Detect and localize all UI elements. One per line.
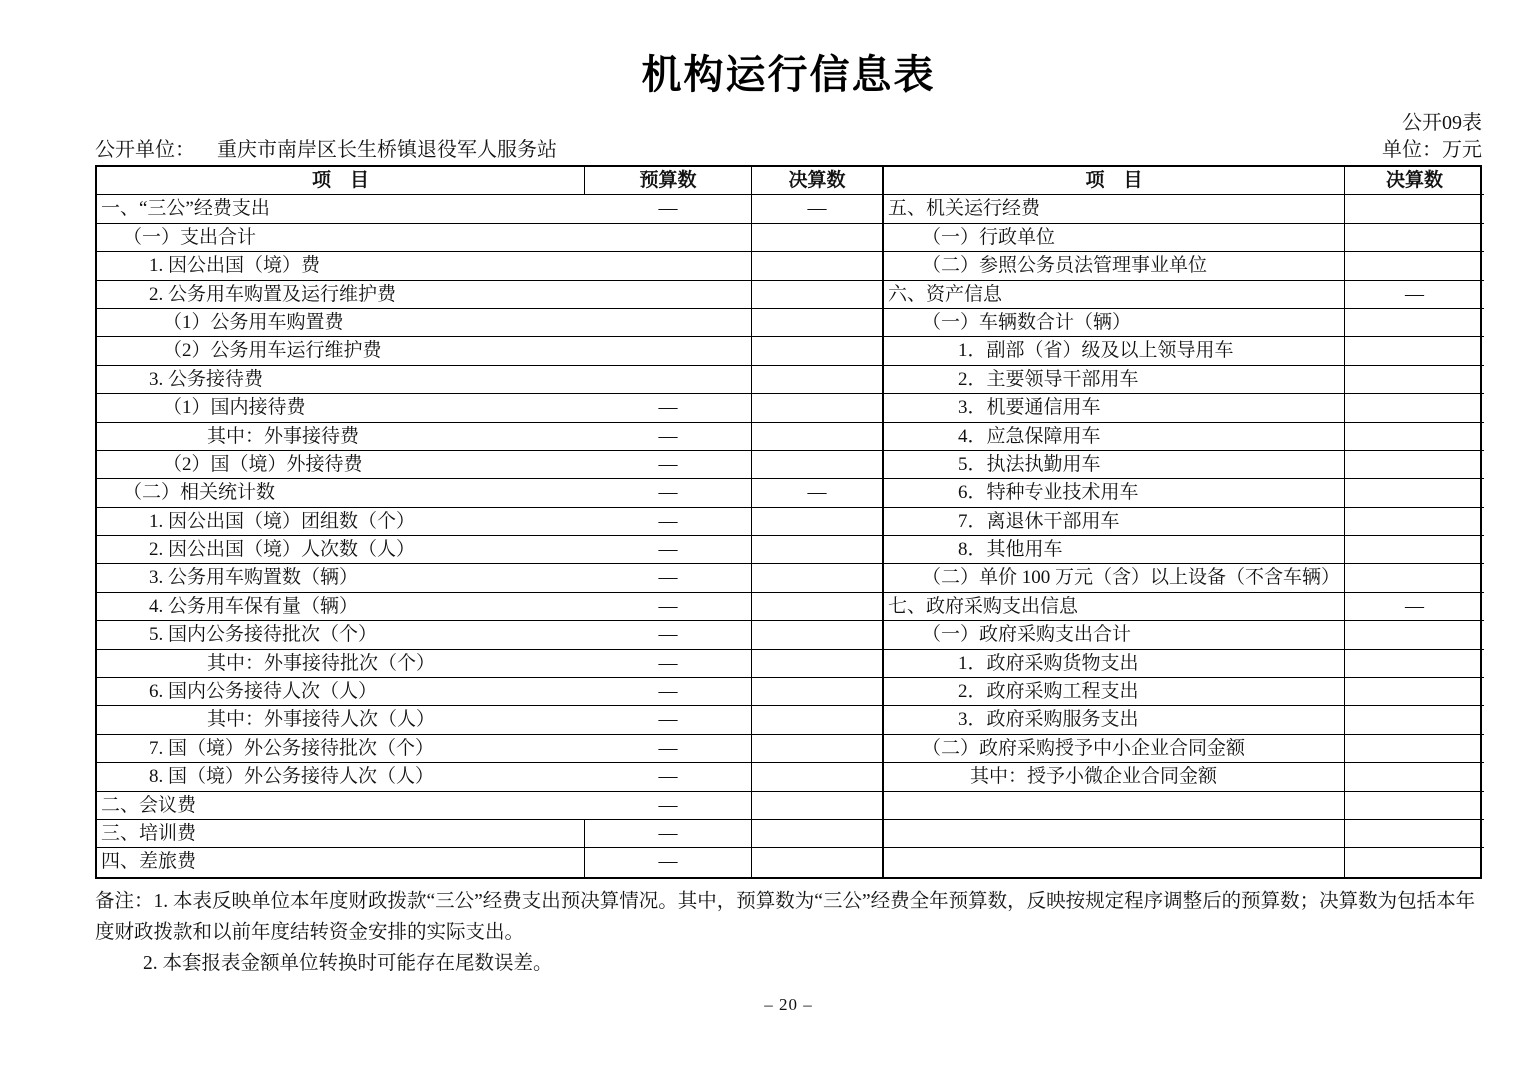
right-item-label: （二）单价 100 万元（含）以上设备（不含车辆） [884,564,1345,592]
left-item-label: 5. 国内公务接待批次（个） [97,621,585,649]
left-item-label: 一、“三公”经费支出 [97,195,585,223]
left-final-value: — [752,479,884,507]
left-item-header: 项 目 [97,167,585,195]
meta-row [95,137,1482,164]
right-item-label: 5．执法执勤用车 [884,451,1345,479]
right-final-value [1345,423,1484,451]
left-budget-value [585,309,752,337]
right-item-label: 3．机要通信用车 [884,394,1345,422]
right-final-value [1345,792,1484,820]
document-page [95,0,1482,1015]
left-final-value [752,763,884,791]
left-budget-value: — [585,508,752,536]
left-budget-value [585,224,752,252]
left-budget-value: — [585,195,752,223]
right-item-header: 项 目 [884,167,1345,195]
disclosing-unit-label: 公开单位： [95,139,195,161]
left-final-value [752,621,884,649]
left-budget-value: — [585,706,752,734]
left-final-value [752,394,884,422]
right-final-value [1345,479,1484,507]
right-item-label: （二）政府采购授予中小企业合同金额 [884,735,1345,763]
left-item-label: 三、培训费 [97,820,585,848]
left-final-value [752,337,884,365]
left-budget-value: — [585,451,752,479]
left-budget-value: — [585,735,752,763]
left-item-label: （1）公务用车购置费 [97,309,585,337]
left-budget-value: — [585,848,752,876]
right-final-value [1345,309,1484,337]
right-item-label [884,792,1345,820]
right-final-value [1345,451,1484,479]
disclosing-unit [95,137,557,164]
left-budget-value: — [585,678,752,706]
right-item-label: （二）参照公务员法管理事业单位 [884,252,1345,280]
right-final-value: — [1345,281,1484,309]
note-line: 度财政拨款和以前年度结转资金安排的实际支出。 [95,921,525,943]
right-item-label: （一）车辆数合计（辆） [884,309,1345,337]
right-item-label: 五、机关运行经费 [884,195,1345,223]
right-item-label: （一）政府采购支出合计 [884,621,1345,649]
right-item-label: 6．特种专业技术用车 [884,479,1345,507]
note-line: 2. 本套报表金额单位转换时可能存在尾数误差。 [143,952,553,974]
right-item-label: 其中：授予小微企业合同金额 [884,763,1345,791]
left-final-value [752,848,884,876]
left-final-value [752,650,884,678]
note-line: 备注：1. 本表反映单位本年度财政拨款“三公”经费支出预决算情况。其中，预算数为“三公”经费全年预算数，反映按规定程序调整后的预算数；决算数为包括本年 [95,890,1476,912]
right-final-value [1345,508,1484,536]
left-item-label: （2）公务用车运行维护费 [97,337,585,365]
right-final-header: 决算数 [1345,167,1484,195]
form-code: 公开09表 [1402,112,1482,134]
left-item-label: 2. 因公出国（境）人次数（人） [97,536,585,564]
right-item-label [884,820,1345,848]
left-budget-value: — [585,479,752,507]
right-item-label: 4．应急保障用车 [884,423,1345,451]
left-item-label: 2. 公务用车购置及运行维护费 [97,281,585,309]
left-budget-value: — [585,621,752,649]
left-final-value [752,706,884,734]
right-final-value [1345,848,1484,876]
left-final-value [752,281,884,309]
right-final-value [1345,195,1484,223]
left-budget-value: — [585,820,752,848]
left-item-label: 其中：外事接待人次（人） [97,706,585,734]
left-budget-value: — [585,394,752,422]
left-item-label: 7. 国（境）外公务接待批次（个） [97,735,585,763]
right-final-value [1345,366,1484,394]
left-item-label: 四、差旅费 [97,848,585,876]
left-item-label: （一）支出合计 [97,224,585,252]
left-budget-value [585,337,752,365]
right-final-value [1345,678,1484,706]
disclosing-unit-name: 重庆市南岸区长生桥镇退役军人服务站 [217,139,557,161]
left-item-label: 二、会议费 [97,792,585,820]
left-item-label: （1）国内接待费 [97,394,585,422]
left-final-value [752,423,884,451]
money-unit: 单位：万元 [1382,139,1482,161]
left-item-label: 4. 公务用车保有量（辆） [97,593,585,621]
left-final-value: — [752,195,884,223]
right-item-label [884,848,1345,876]
left-item-label: 其中：外事接待费 [97,423,585,451]
left-final-value [752,792,884,820]
right-final-value [1345,252,1484,280]
left-final-value [752,224,884,252]
right-final-value [1345,650,1484,678]
info-table [95,165,1482,879]
right-final-value [1345,394,1484,422]
left-final-value [752,366,884,394]
left-final-value [752,678,884,706]
right-item-label: 1．政府采购货物支出 [884,650,1345,678]
left-budget-value: — [585,536,752,564]
left-budget-value: — [585,792,752,820]
left-budget-value [585,281,752,309]
right-item-label: （一）行政单位 [884,224,1345,252]
right-final-value [1345,337,1484,365]
left-item-label: （2）国（境）外接待费 [97,451,585,479]
left-final-value [752,820,884,848]
left-budget-value: — [585,593,752,621]
right-item-label: 1．副部（省）级及以上领导用车 [884,337,1345,365]
right-item-label: 2．政府采购工程支出 [884,678,1345,706]
right-final-value [1345,536,1484,564]
left-final-value [752,564,884,592]
right-item-label: 3．政府采购服务支出 [884,706,1345,734]
notes [95,886,1482,979]
left-final-value [752,735,884,763]
left-item-label: 1. 因公出国（境）费 [97,252,585,280]
left-final-value [752,451,884,479]
page-number: – 20 – [764,994,813,1014]
right-item-label: 8．其他用车 [884,536,1345,564]
left-final-value [752,593,884,621]
left-item-label: （二）相关统计数 [97,479,585,507]
left-final-value [752,252,884,280]
right-final-value: — [1345,593,1484,621]
right-item-label: 七、政府采购支出信息 [884,593,1345,621]
left-budget-header: 预算数 [585,167,752,195]
left-final-value [752,536,884,564]
right-final-value [1345,564,1484,592]
right-final-value [1345,621,1484,649]
left-budget-value: — [585,763,752,791]
right-item-label: 7．离退休干部用车 [884,508,1345,536]
left-final-value [752,309,884,337]
right-item-label: 六、资产信息 [884,281,1345,309]
left-item-label: 6. 国内公务接待人次（人） [97,678,585,706]
left-item-label: 8. 国（境）外公务接待人次（人） [97,763,585,791]
right-item-label: 2．主要领导干部用车 [884,366,1345,394]
right-final-value [1345,706,1484,734]
left-item-label: 3. 公务接待费 [97,366,585,394]
left-item-label: 1. 因公出国（境）团组数（个） [97,508,585,536]
left-budget-value [585,252,752,280]
right-final-value [1345,224,1484,252]
right-final-value [1345,820,1484,848]
left-item-label: 3. 公务用车购置数（辆） [97,564,585,592]
right-final-value [1345,735,1484,763]
left-item-label: 其中：外事接待批次（个） [97,650,585,678]
left-budget-value [585,366,752,394]
left-final-value [752,508,884,536]
page-title: 机构运行信息表 [641,52,936,97]
left-budget-value: — [585,650,752,678]
left-budget-value: — [585,564,752,592]
right-final-value [1345,763,1484,791]
left-budget-value: — [585,423,752,451]
left-final-header: 决算数 [752,167,884,195]
